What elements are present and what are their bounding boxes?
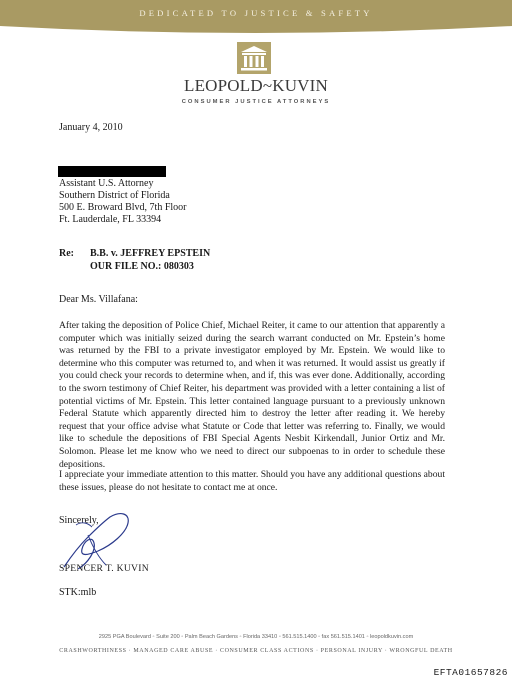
firm-name: LEOPOLD~KUVIN <box>183 76 328 95</box>
re-case-name: B.B. v. JEFFREY EPSTEIN <box>90 248 211 259</box>
recipient-address <box>59 178 187 226</box>
address-line: Southern District of Florida <box>59 190 170 201</box>
salutation: Dear Ms. Villafana: <box>59 294 138 305</box>
re-subject <box>90 248 210 273</box>
firm-subtitle: CONSUMER JUSTICE ATTORNEYS <box>181 99 331 105</box>
signer-name: SPENCER T. KUVIN <box>59 563 149 574</box>
body-paragraph: I appreciate your immediate attention to this matter. Should you have any additional questions about these issues, please do not hesitate to contact me at once. <box>59 469 445 493</box>
address-line: Ft. Lauderdale, FL 33394 <box>59 214 162 225</box>
body-paragraph: After taking the deposition of Police Chief, Michael Reiter, it came to our attention that apparently a computer which was initially seized during the search warrant conducted on Mr. Epstein’s home was returned by the FBI to a private investigator employed by Mr. Epstein. We would like to determine who this computer was returned to, and when it was returned. It would assist us greatly if you could check your records to determine when, and if, this was ever done. Additionally, according to the sworn testimony of Chief Reiter, his department was provided with a letter containing a list of potential victims of Mr. Epstein. This letter contained language pursuant to a previously unknown Federal Statute which apparently directed him to destroy the letter after reading it. We hereby request that your office advise what Statute or Code that letter was referring to. Finally, we would like to schedule the depositions of FBI Special Agents Nesbit Kirkendall, Junior Ortiz and Mr. Solomon. Please let me know who we need to direct our subpoenas to in order to schedule these depositions. <box>59 320 445 470</box>
typist-initials: STK:mlb <box>59 587 97 598</box>
re-file-number: OUR FILE NO.: 080303 <box>90 260 194 272</box>
letterhead-curve <box>0 24 512 38</box>
letter-date: January 4, 2010 <box>59 122 123 133</box>
letterhead-band <box>0 0 512 26</box>
footer-practice-areas: CRASHWORTHINESS · MANAGED CARE ABUSE · CONSUMER CLASS ACTIONS · PERSONAL INJURY · WRONGFUL DEATH <box>59 648 453 654</box>
courthouse-logo-icon <box>237 42 271 74</box>
letterhead-tagline: DEDICATED TO JUSTICE & SAFETY <box>139 8 373 18</box>
bates-number: EFTA01657826 <box>433 667 508 678</box>
re-label: Re: <box>59 248 74 259</box>
closing: Sincerely, <box>59 515 99 526</box>
footer-address: 2925 PGA Boulevard ◦ Suite 200 ◦ Palm Beach Gardens ◦ Florida 33410 ◦ 561.515.1400 ◦ fax 561.515.1401 ◦ leopoldkuvin.com <box>98 634 414 640</box>
redaction-bar <box>58 166 166 177</box>
address-line: Assistant U.S. Attorney <box>59 178 154 189</box>
address-line: 500 E. Broward Blvd, 7th Floor <box>59 202 187 213</box>
